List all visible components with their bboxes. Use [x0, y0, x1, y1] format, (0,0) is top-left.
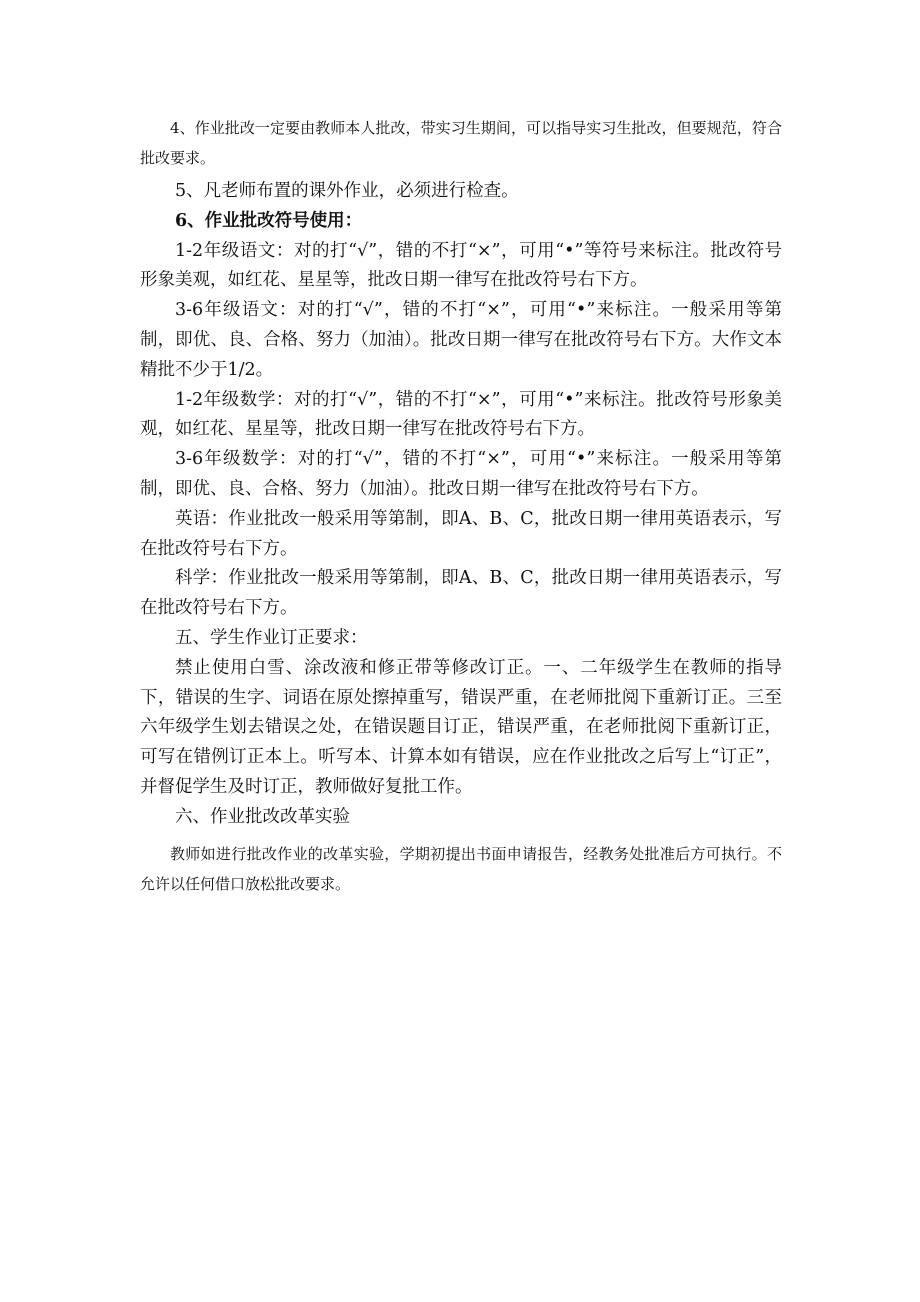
math-grade-1-2-paragraph: 1-2年级数学：对的打“√”，错的不打“×”，可用“•”来标注。批改符号形象美观，如红花、星星等，批改日期一律写在批改符号右下方。	[140, 389, 782, 440]
document-body	[140, 113, 782, 899]
chinese-grade-1-2-paragraph: 1-2年级语文：对的打“√”，错的不打“×”，可用“•”等符号来标注。批改符号形象美观，如红花、星星等，批改日期一律写在批改符号右下方。	[140, 240, 782, 291]
rule-4-paragraph: 4、作业批改一定要由教师本人批改，带实习生期间，可以指导实习生批改，但要规范，符合批改要求。	[140, 119, 782, 167]
section-5-heading: 五、学生作业订正要求：	[175, 627, 368, 648]
section-6-heading: 六、作业批改改革实验	[175, 806, 350, 827]
english-paragraph: 英语：作业批改一般采用等第制，即A、B、C，批改日期一律用英语表示，写在批改符号右下方。	[140, 508, 782, 559]
math-grade-3-6-paragraph: 3-6年级数学：对的打“√”，错的不打“×”，可用“•”来标注。一般采用等第制，即优、良、合格、努力（加油）。批改日期一律写在批改符号右下方。	[140, 449, 782, 499]
reform-experiment-paragraph: 教师如进行批改作业的改革实验，学期初提出书面申请报告，经教务处批准后方可执行。不允许以任何借口放松批改要求。	[140, 844, 782, 893]
correction-requirements-paragraph: 禁止使用白雪、涂改液和修正带等修改订正。一、二年级学生在教师的指导下，错误的生字、词语在原处擦掉重写，错误严重，在老师批阅下重新订正。三至六年级学生划去错误之处，在错误题目订正，错误严重，在老师批阅下重新订正，可写在错例订正本上。听写本、计算本如有错误，应在作业批改之后写上“订正”，并督促学生及时订正，教师做好复批工作。	[140, 657, 782, 797]
rule-6-heading: 6、作业批改符号使用：	[175, 210, 363, 231]
science-paragraph: 科学：作业批改一般采用等第制，即A、B、C，批改日期一律用英语表示，写在批改符号右下方。	[140, 568, 782, 619]
chinese-grade-3-6-paragraph: 3-6年级语文：对的打“√”，错的不打“×”，可用“•”来标注。一般采用等第制，即优、良、合格、努力（加油）。批改日期一律写在批改符号右下方。大作文本精批不少于1/2。	[140, 300, 782, 380]
rule-5-paragraph: 5、凡老师布置的课外作业，必须进行检查。	[175, 181, 519, 201]
